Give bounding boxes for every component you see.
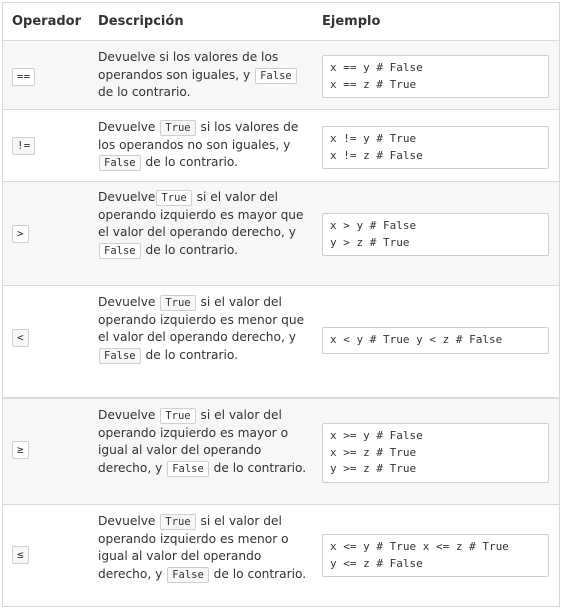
inline-code: True xyxy=(160,120,195,136)
description-text: si el valor del operando izquierdo es menor o igual al valor del operando derecho, y xyxy=(98,514,289,581)
code-line: y >= z # True xyxy=(330,462,417,475)
code-line: x == y # False xyxy=(330,61,423,74)
code-example xyxy=(322,534,549,577)
description-text: Devuelve xyxy=(98,295,160,309)
row-description xyxy=(98,119,310,172)
code-line: x <= y # True x <= z # True xyxy=(330,540,509,553)
code-example xyxy=(322,213,549,256)
code-example xyxy=(322,327,549,354)
description-text: de lo contrario. xyxy=(98,85,191,99)
inline-code: False xyxy=(255,68,297,84)
operator-badge: == xyxy=(12,68,35,86)
header-description: Descripción xyxy=(98,14,184,29)
row-description xyxy=(98,49,310,102)
description-text: si el valor del operando izquierdo es mayor o igual al valor del operando derecho, y xyxy=(98,408,289,475)
table-row xyxy=(3,110,559,182)
header-example: Ejemplo xyxy=(322,14,381,29)
code-line: x != y # True xyxy=(330,132,417,145)
code-line: x != z # False xyxy=(330,148,423,162)
code-example xyxy=(322,126,549,169)
row-description xyxy=(98,513,310,583)
header-operator: Operador xyxy=(12,14,82,29)
code-line: x > y # False xyxy=(330,219,417,232)
inline-code: True xyxy=(160,408,195,424)
code-line: x == z # True xyxy=(330,77,417,91)
operator-badge: > xyxy=(12,225,29,243)
row-description xyxy=(98,189,310,259)
description-text: Devuelve xyxy=(98,120,160,134)
description-text: Devuelve si los valores de los operandos son iguales, y xyxy=(98,50,279,82)
inline-code: False xyxy=(99,348,141,364)
operators-table xyxy=(2,2,560,607)
row-description xyxy=(98,407,310,477)
row-description xyxy=(98,294,310,364)
code-example xyxy=(322,55,549,98)
operator-badge: ≤ xyxy=(12,546,29,564)
table-row xyxy=(3,399,559,505)
description-text: si el valor del operando izquierdo es mayor que el valor del operando derecho, y xyxy=(98,190,304,239)
description-text: de lo contrario. xyxy=(209,566,307,581)
operator-badge: < xyxy=(12,329,29,347)
operator-badge: ≥ xyxy=(12,441,29,459)
description-text: Devuelve xyxy=(98,408,160,422)
inline-code: True xyxy=(160,295,195,311)
table-row xyxy=(3,286,559,399)
code-line: x >= y # False xyxy=(330,429,423,442)
code-line: y <= z # False xyxy=(330,556,423,570)
code-example xyxy=(322,423,549,483)
code-line: x >= z # True xyxy=(330,445,417,459)
table-row xyxy=(3,505,559,607)
table-row xyxy=(3,41,559,110)
inline-code: True xyxy=(160,514,195,530)
description-text: si los valores de los operandos no son iguales, y xyxy=(98,120,299,152)
description-text: Devuelve xyxy=(98,514,160,528)
table-header xyxy=(3,3,559,41)
inline-code: False xyxy=(99,155,141,171)
description-text: de lo contrario. xyxy=(141,155,238,169)
inline-code: False xyxy=(167,567,209,583)
inline-code: False xyxy=(167,461,209,477)
code-line: x < y # True y < z # False xyxy=(330,333,503,346)
operator-badge: != xyxy=(12,137,35,155)
description-text: de lo contrario. xyxy=(209,460,307,475)
inline-code: True xyxy=(156,190,191,206)
description-text: de lo contrario. xyxy=(141,347,238,362)
description-text: si el valor del operando izquierdo es menor que el valor del operando derecho, y xyxy=(98,295,305,344)
description-text: de lo contrario. xyxy=(141,242,238,257)
code-line: y > z # True xyxy=(330,235,410,249)
description-text: Devuelve xyxy=(98,190,156,204)
table-row xyxy=(3,182,559,286)
inline-code: False xyxy=(99,243,141,259)
